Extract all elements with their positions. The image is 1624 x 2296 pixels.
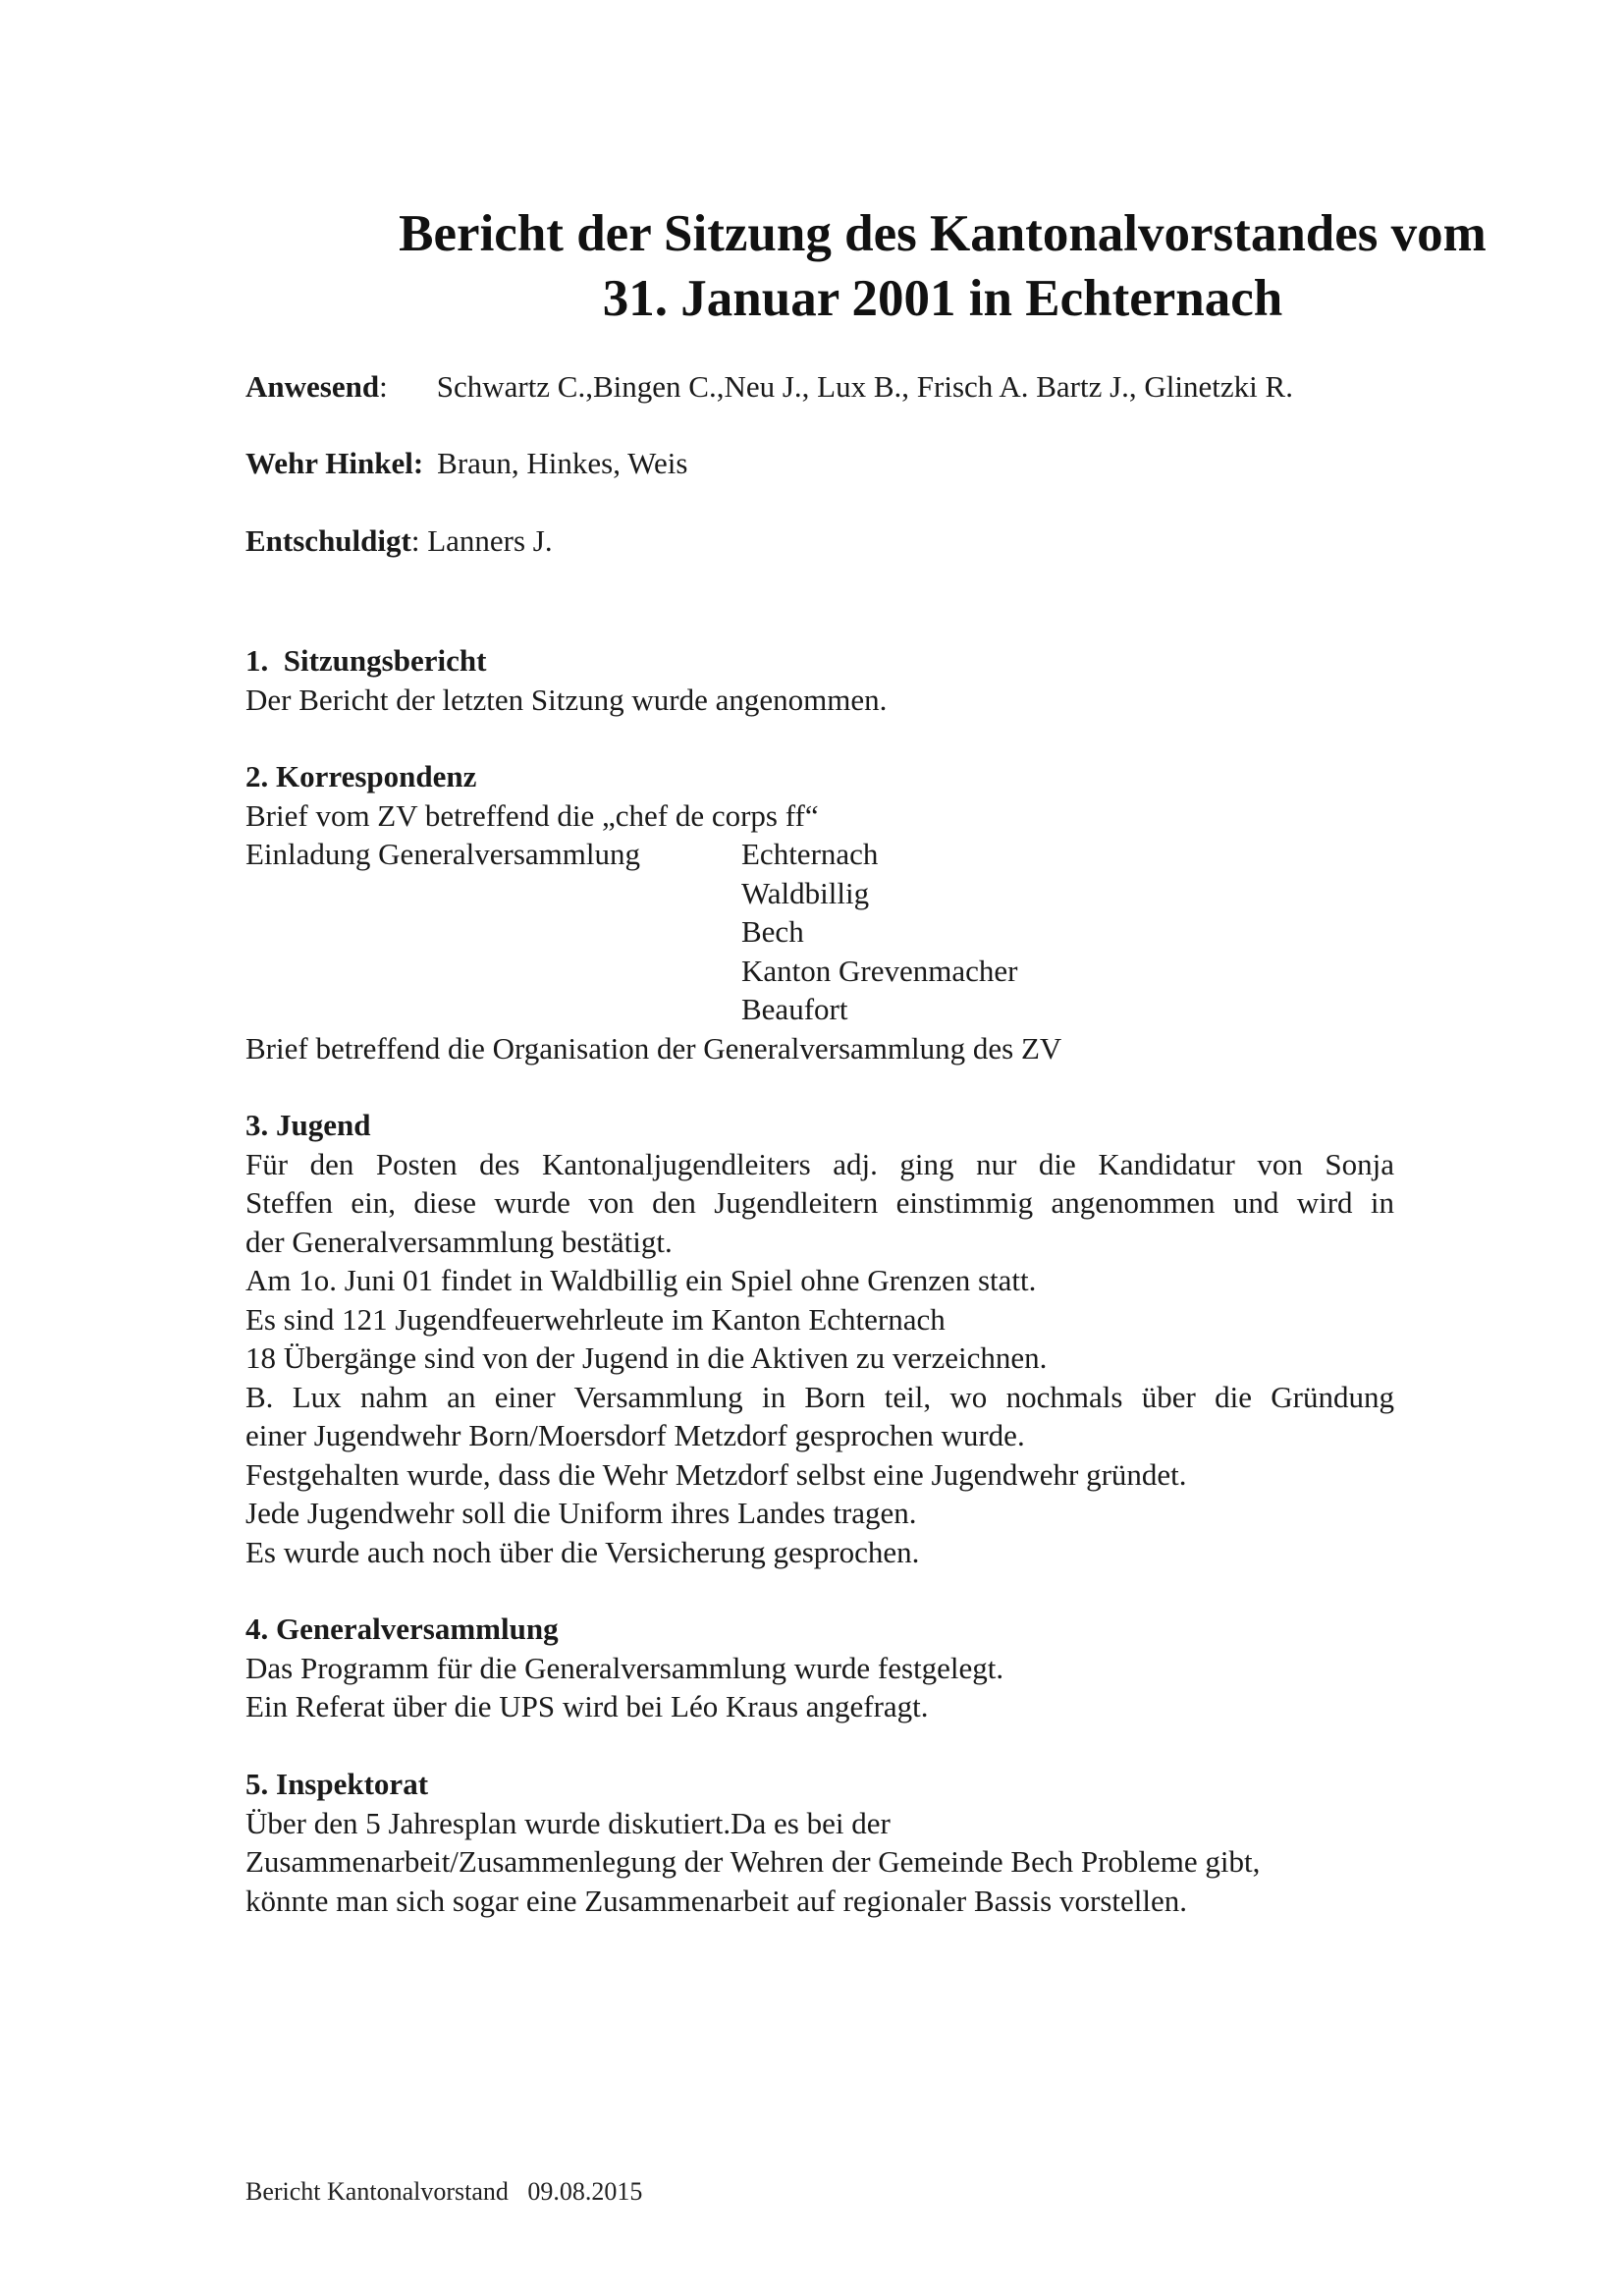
present-names: Schwartz C.,Bingen C.,Neu J., Lux B., Frisch A. Bartz J., Glinetzki R. (436, 369, 1293, 404)
section-line: Der Bericht der letzten Sitzung wurde angenommen. (245, 682, 888, 717)
attendance-hinkel (245, 444, 687, 483)
section-line: Das Programm für die Generalversammlung wurde festgelegt. (245, 1650, 1004, 1685)
section-line: Ein Referat über die UPS wird bei Léo Kraus angefragt. (245, 1689, 929, 1723)
section-generalversammlung (245, 1610, 1394, 1726)
section-jugend (245, 1106, 1394, 1571)
section-line: der Generalversammlung bestätigt. (245, 1224, 673, 1259)
section-inspektorat (245, 1765, 1394, 1920)
section-line: Jede Jugendwehr soll die Uniform ihres Landes tragen. (245, 1496, 917, 1530)
document-title (353, 201, 1532, 331)
section-line: Es wurde auch noch über die Versicherung gesprochen. (245, 1534, 920, 1569)
invitation-row (245, 874, 1394, 913)
section-heading: 1. Sitzungsbericht (245, 643, 487, 678)
section-heading: 2. Korrespondenz (245, 759, 477, 793)
section-heading: 5. Inspektorat (245, 1767, 429, 1801)
section-line: Am 1o. Juni 01 findet in Waldbillig ein Spiel ohne Grenzen statt. (245, 1263, 1037, 1297)
invitation-place: Waldbillig (741, 875, 870, 910)
correspondence-closing: Brief betreffend die Organisation der Generalversammlung des ZV (245, 1030, 1062, 1066)
section-line: B. Lux nahm an einer Versammlung in Born teil, wo nochmals über die Gründung (245, 1379, 1394, 1414)
section-line: Über den 5 Jahresplan wurde diskutiert.Da es bei der (245, 1805, 891, 1840)
title-line-1: Bericht der Sitzung des Kantonalvorstandes vom (399, 205, 1487, 262)
section-line: Zusammenarbeit/Zusammenlegung der Wehren der Gemeinde Bech Probleme gibt, (245, 1844, 1261, 1879)
attendance-present (245, 367, 1293, 407)
excused-label: Entschuldigt (245, 523, 411, 558)
section-line: Festgehalten wurde, dass die Wehr Metzdorf selbst eine Jugendwehr gründet. (245, 1456, 1187, 1492)
excused-names: Lanners J. (427, 523, 553, 558)
invitation-row (245, 912, 1394, 952)
section-heading: 4. Generalversammlung (245, 1612, 559, 1646)
hinkel-label: Wehr Hinkel: (245, 446, 424, 480)
section-heading: 3. Jugend (245, 1108, 371, 1142)
section-line: Es sind 121 Jugendfeuerwehrleute im Kanton Echternach (245, 1301, 946, 1337)
present-colon: : (379, 369, 388, 404)
correspondence-intro: Brief vom ZV betreffend die „chef de corps ff“ (245, 797, 819, 833)
invitation-place: Kanton Grevenmacher (741, 953, 1018, 988)
attendance-excused (245, 521, 553, 561)
excused-colon: : (410, 523, 420, 558)
section-line: Für den Posten des Kantonaljugendleiters adj. ging nur die Kandidatur von Sonja (245, 1146, 1394, 1181)
invitation-row (245, 835, 1394, 874)
section-sitzungsbericht (245, 641, 1394, 719)
section-line: könnte man sich sogar eine Zusammenarbeit auf regionaler Bassis vorstellen. (245, 1883, 1187, 1918)
invitation-label: Einladung Generalversammlung (245, 837, 641, 871)
invitation-place: Bech (741, 914, 804, 949)
section-korrespondenz (245, 757, 1394, 1067)
title-line-2: 31. Januar 2001 in Echternach (602, 270, 1283, 327)
invitation-place: Beaufort (741, 992, 848, 1026)
present-label: Anwesend (245, 369, 380, 404)
hinkel-names: Braun, Hinkes, Weis (437, 446, 688, 480)
invitation-row (245, 952, 1394, 991)
section-line: einer Jugendwehr Born/Moersdorf Metzdorf gesprochen wurde. (245, 1418, 1025, 1452)
section-line: 18 Übergänge sind von der Jugend in die Aktiven zu verzeichnen. (245, 1340, 1048, 1375)
page-footer: Bericht Kantonalvorstand 09.08.2015 (245, 2177, 643, 2206)
invitation-row (245, 990, 1394, 1029)
section-line: Steffen ein, diese wurde von den Jugendleitern einstimmig angenommen und wird in (245, 1185, 1394, 1220)
invitation-place: Echternach (741, 837, 879, 871)
